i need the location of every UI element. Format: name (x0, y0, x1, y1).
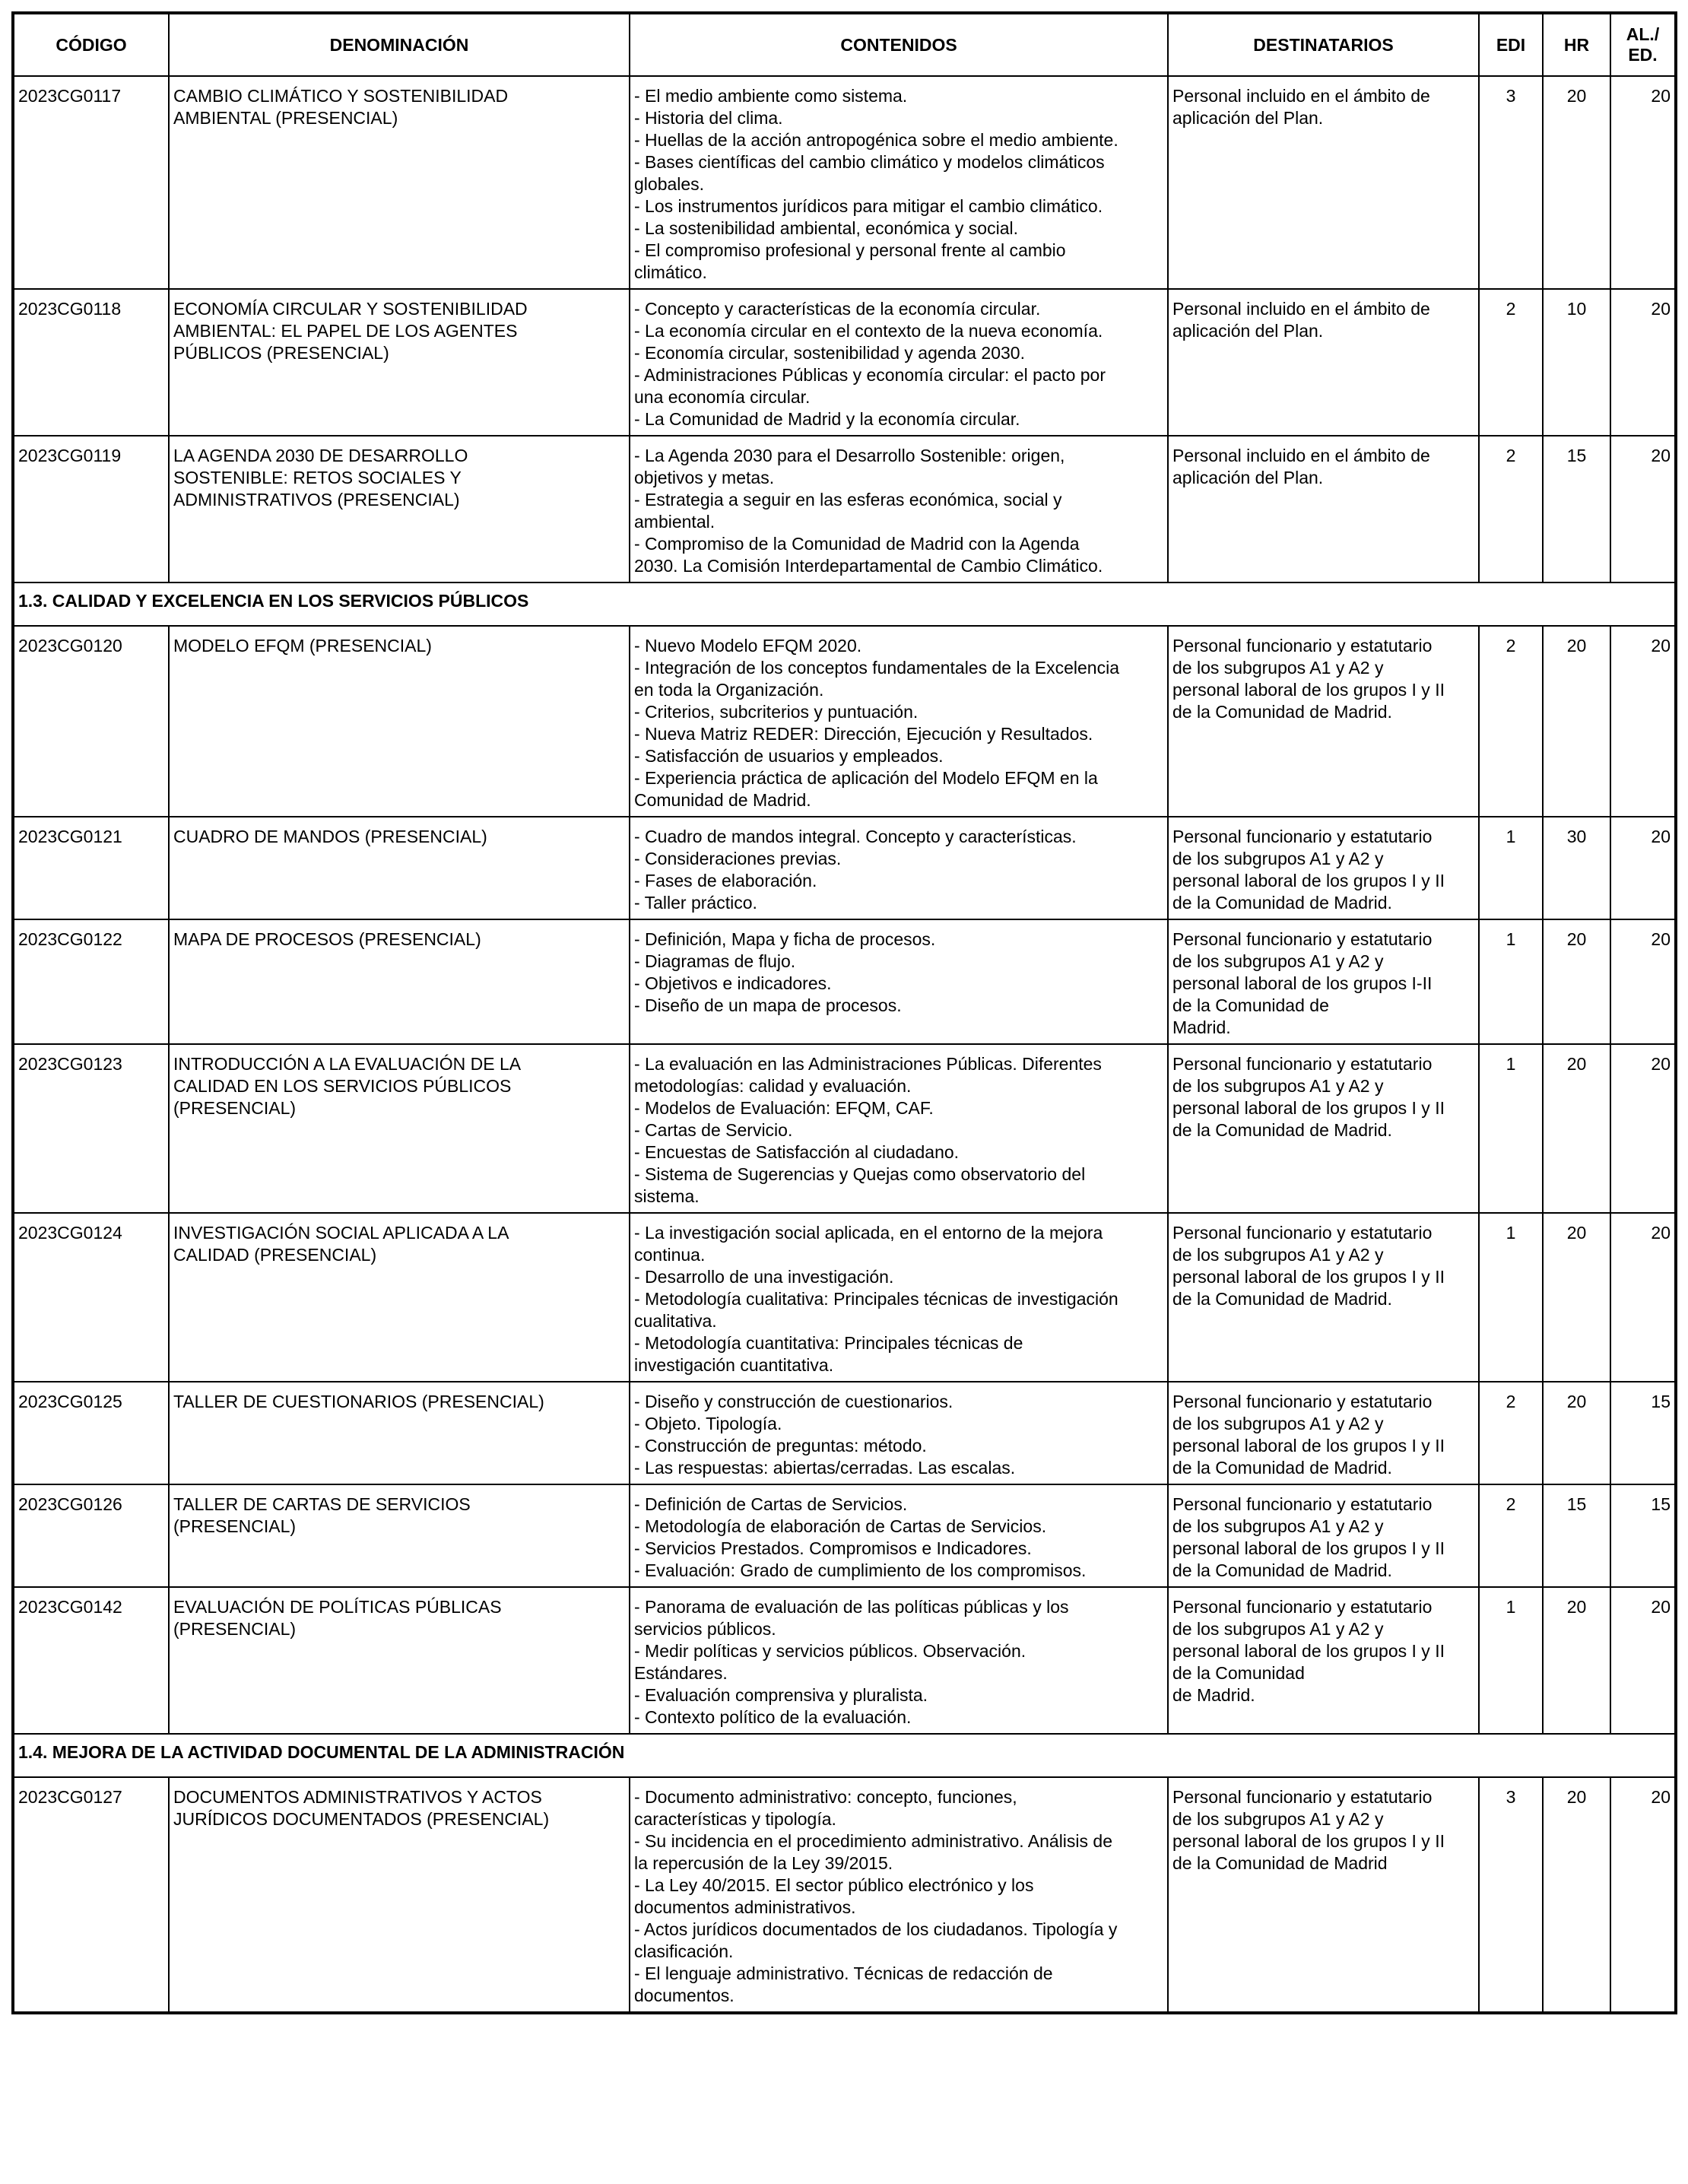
denominacion-line: CUADRO DE MANDOS (PRESENCIAL) (173, 827, 487, 846)
contenido-line: una economía circular. (634, 387, 811, 407)
destinatario-line: de la Comunidad de Madrid. (1172, 702, 1392, 722)
destinatario-line: de los subgrupos A1 y A2 y (1172, 1619, 1384, 1639)
contenido-line: - La investigación social aplicada, en el entorno de la mejora (634, 1223, 1103, 1243)
header-edi: EDI (1479, 13, 1543, 76)
cell-denominacion (169, 1587, 630, 1734)
destinatario-line: personal laboral de los grupos I y II (1172, 1267, 1445, 1287)
destinatario-line: de los subgrupos A1 y A2 y (1172, 849, 1384, 868)
contenido-line: - Administraciones Públicas y economía circular: el pacto por (634, 365, 1106, 385)
table-row (13, 626, 1676, 817)
cell-destinatarios (1168, 1382, 1479, 1484)
cell-hr: 20 (1543, 1587, 1610, 1734)
contenido-line: - Los instrumentos jurídicos para mitigar el cambio climático. (634, 196, 1103, 216)
contenido-line: - Medir políticas y servicios públicos. Observación. (634, 1641, 1026, 1661)
denominacion-line: DOCUMENTOS ADMINISTRATIVOS Y ACTOS (173, 1787, 542, 1807)
cell-al-ed: 15 (1610, 1484, 1676, 1587)
contenido-line: - La Agenda 2030 para el Desarrollo Sostenible: origen, (634, 446, 1065, 465)
cell-al-ed: 20 (1610, 1044, 1676, 1213)
cell-destinatarios (1168, 1044, 1479, 1213)
cell-hr: 20 (1543, 919, 1610, 1044)
table-row (13, 817, 1676, 919)
cell-codigo: 2023CG0122 (13, 919, 169, 1044)
denominacion-line: CALIDAD (PRESENCIAL) (173, 1245, 377, 1265)
table-row (13, 1213, 1676, 1382)
cell-contenidos (630, 817, 1168, 919)
destinatario-line: aplicación del Plan. (1172, 468, 1324, 487)
contenido-line: - Las respuestas: abiertas/cerradas. Las escalas. (634, 1458, 1016, 1478)
header-denominacion: DENOMINACIÓN (169, 13, 630, 76)
contenido-line: - La economía circular en el contexto de la nueva economía. (634, 321, 1103, 341)
header-al-ed: AL./ ED. (1610, 13, 1676, 76)
cell-destinatarios (1168, 1777, 1479, 2013)
denominacion-line: TALLER DE CUESTIONARIOS (PRESENCIAL) (173, 1392, 544, 1411)
cell-contenidos (630, 1382, 1168, 1484)
cell-edi: 2 (1479, 436, 1543, 583)
contenido-line: - Compromiso de la Comunidad de Madrid con la Agenda (634, 534, 1080, 554)
destinatario-line: Personal funcionario y estatutario (1172, 827, 1433, 846)
contenido-line: Estándares. (634, 1663, 728, 1683)
cell-al-ed: 20 (1610, 1587, 1676, 1734)
cell-codigo: 2023CG0120 (13, 626, 169, 817)
header-destinatarios: DESTINATARIOS (1168, 13, 1479, 76)
cell-al-ed: 20 (1610, 919, 1676, 1044)
cell-edi: 2 (1479, 289, 1543, 436)
cell-contenidos (630, 1587, 1168, 1734)
contenido-line: - Consideraciones previas. (634, 849, 842, 868)
cell-destinatarios (1168, 919, 1479, 1044)
contenido-line: - Servicios Prestados. Compromisos e Indicadores. (634, 1538, 1032, 1558)
cell-codigo: 2023CG0121 (13, 817, 169, 919)
cell-destinatarios (1168, 817, 1479, 919)
denominacion-line: EVALUACIÓN DE POLÍTICAS PÚBLICAS (173, 1597, 502, 1617)
cell-denominacion (169, 76, 630, 289)
cell-al-ed: 20 (1610, 76, 1676, 289)
destinatario-line: Madrid. (1172, 1017, 1231, 1037)
cell-codigo: 2023CG0126 (13, 1484, 169, 1587)
destinatario-line: de la Comunidad de Madrid. (1172, 893, 1392, 913)
cell-codigo: 2023CG0118 (13, 289, 169, 436)
table-row (13, 919, 1676, 1044)
contenido-line: ambiental. (634, 512, 715, 532)
contenido-line: - Taller práctico. (634, 893, 757, 913)
contenido-line: clasificación. (634, 1941, 734, 1961)
contenido-line: climático. (634, 262, 707, 282)
denominacion-line: SOSTENIBLE: RETOS SOCIALES Y (173, 468, 462, 487)
cell-edi: 3 (1479, 76, 1543, 289)
cell-edi: 1 (1479, 1213, 1543, 1382)
destinatario-line: personal laboral de los grupos I y II (1172, 871, 1445, 890)
destinatario-line: de los subgrupos A1 y A2 y (1172, 951, 1384, 971)
cell-contenidos (630, 1213, 1168, 1382)
cell-contenidos (630, 1484, 1168, 1587)
denominacion-line: CALIDAD EN LOS SERVICIOS PÚBLICOS (173, 1076, 512, 1096)
destinatario-line: Personal incluido en el ámbito de (1172, 446, 1430, 465)
contenido-line: - La evaluación en las Administraciones Públicas. Diferentes (634, 1054, 1102, 1074)
cell-hr: 20 (1543, 1213, 1610, 1382)
section-row (13, 1734, 1676, 1777)
contenido-line: - Objeto. Tipología. (634, 1414, 782, 1433)
contenido-line: - Evaluación: Grado de cumplimiento de los compromisos. (634, 1560, 1087, 1580)
destinatario-line: de los subgrupos A1 y A2 y (1172, 1516, 1384, 1536)
destinatario-line: Personal funcionario y estatutario (1172, 1494, 1433, 1514)
denominacion-line: INTRODUCCIÓN A LA EVALUACIÓN DE LA (173, 1054, 522, 1074)
denominacion-line: LA AGENDA 2030 DE DESARROLLO (173, 446, 468, 465)
cell-codigo: 2023CG0142 (13, 1587, 169, 1734)
contenido-line: - Cartas de Servicio. (634, 1120, 793, 1140)
cell-hr: 15 (1543, 436, 1610, 583)
cell-edi: 1 (1479, 919, 1543, 1044)
contenido-line: - Integración de los conceptos fundamentales de la Excelencia (634, 658, 1120, 678)
contenido-line: - Historia del clima. (634, 108, 783, 128)
contenido-line: la repercusión de la Ley 39/2015. (634, 1853, 893, 1873)
table-row (13, 76, 1676, 289)
denominacion-line: AMBIENTAL (PRESENCIAL) (173, 108, 398, 128)
header-row (13, 13, 1676, 76)
contenido-line: - Diseño de un mapa de procesos. (634, 995, 902, 1015)
section-title: 1.4. MEJORA DE LA ACTIVIDAD DOCUMENTAL DE LA ADMINISTRACIÓN (13, 1734, 1676, 1777)
table-row (13, 1484, 1676, 1587)
contenido-line: investigación cuantitativa. (634, 1355, 834, 1375)
cell-destinatarios (1168, 1213, 1479, 1382)
header-codigo: CÓDIGO (13, 13, 169, 76)
contenido-line: - La sostenibilidad ambiental, económica y social. (634, 218, 1018, 238)
cell-edi: 1 (1479, 817, 1543, 919)
contenido-line: Comunidad de Madrid. (634, 790, 811, 810)
destinatario-line: de la Comunidad de (1172, 995, 1329, 1015)
cell-destinatarios (1168, 436, 1479, 583)
cell-al-ed: 20 (1610, 817, 1676, 919)
contenido-line: - Bases científicas del cambio climático y modelos climáticos (634, 152, 1105, 172)
contenido-line: - La Comunidad de Madrid y la economía circular. (634, 409, 1020, 429)
contenido-line: - Metodología cuantitativa: Principales técnicas de (634, 1333, 1023, 1353)
destinatario-line: de los subgrupos A1 y A2 y (1172, 1809, 1384, 1829)
contenido-line: - Diagramas de flujo. (634, 951, 796, 971)
contenido-line: - Modelos de Evaluación: EFQM, CAF. (634, 1098, 934, 1118)
denominacion-line: CAMBIO CLIMÁTICO Y SOSTENIBILIDAD (173, 86, 509, 106)
cell-codigo: 2023CG0127 (13, 1777, 169, 2013)
contenido-line: - Construcción de preguntas: método. (634, 1436, 927, 1455)
table-row (13, 1777, 1676, 2013)
cell-contenidos (630, 436, 1168, 583)
table-row (13, 1044, 1676, 1213)
contenido-line: - Contexto político de la evaluación. (634, 1707, 912, 1727)
denominacion-line: ADMINISTRATIVOS (PRESENCIAL) (173, 490, 460, 509)
cell-denominacion (169, 817, 630, 919)
cell-codigo: 2023CG0124 (13, 1213, 169, 1382)
cell-destinatarios (1168, 1587, 1479, 1734)
cell-denominacion (169, 289, 630, 436)
table-body (13, 76, 1676, 2013)
destinatario-line: de los subgrupos A1 y A2 y (1172, 1414, 1384, 1433)
cell-hr: 30 (1543, 817, 1610, 919)
cell-denominacion (169, 1044, 630, 1213)
cell-denominacion (169, 1484, 630, 1587)
cell-al-ed: 15 (1610, 1382, 1676, 1484)
section-row (13, 583, 1676, 626)
destinatario-line: aplicación del Plan. (1172, 108, 1324, 128)
destinatario-line: de la Comunidad de Madrid (1172, 1853, 1388, 1873)
cell-al-ed: 20 (1610, 436, 1676, 583)
contenido-line: cualitativa. (634, 1311, 717, 1331)
destinatario-line: personal laboral de los grupos I y II (1172, 1538, 1445, 1558)
contenido-line: - Su incidencia en el procedimiento administrativo. Análisis de (634, 1831, 1112, 1851)
section-title: 1.3. CALIDAD Y EXCELENCIA EN LOS SERVICIOS PÚBLICOS (13, 583, 1676, 626)
contenido-line: - Evaluación comprensiva y pluralista. (634, 1685, 928, 1705)
cell-contenidos (630, 289, 1168, 436)
contenido-line: continua. (634, 1245, 706, 1265)
contenido-line: - Estrategia a seguir en las esferas económica, social y (634, 490, 1062, 509)
table-row (13, 436, 1676, 583)
denominacion-line: MAPA DE PROCESOS (PRESENCIAL) (173, 929, 481, 949)
contenido-line: - Desarrollo de una investigación. (634, 1267, 894, 1287)
contenido-line: - Nuevo Modelo EFQM 2020. (634, 636, 862, 656)
destinatario-line: aplicación del Plan. (1172, 321, 1324, 341)
cell-hr: 20 (1543, 1777, 1610, 2013)
cell-hr: 20 (1543, 76, 1610, 289)
table-row (13, 1587, 1676, 1734)
denominacion-line: INVESTIGACIÓN SOCIAL APLICADA A LA (173, 1223, 509, 1243)
denominacion-line: (PRESENCIAL) (173, 1098, 297, 1118)
destinatario-line: de Madrid. (1172, 1685, 1255, 1705)
contenido-line: - Definición, Mapa y ficha de procesos. (634, 929, 936, 949)
contenido-line: - El compromiso profesional y personal frente al cambio (634, 240, 1066, 260)
destinatario-line: personal laboral de los grupos I y II (1172, 1436, 1445, 1455)
contenido-line: documentos administrativos. (634, 1897, 856, 1917)
contenido-line: - Concepto y características de la economía circular. (634, 299, 1041, 319)
cell-al-ed: 20 (1610, 626, 1676, 817)
cell-denominacion (169, 626, 630, 817)
contenido-line: servicios públicos. (634, 1619, 776, 1639)
denominacion-line: PÚBLICOS (PRESENCIAL) (173, 343, 389, 363)
cell-al-ed: 20 (1610, 1213, 1676, 1382)
destinatario-line: de la Comunidad de Madrid. (1172, 1289, 1392, 1309)
cell-codigo: 2023CG0123 (13, 1044, 169, 1213)
contenido-line: documentos. (634, 1986, 735, 2005)
contenido-line: - Objetivos e indicadores. (634, 973, 832, 993)
cell-denominacion (169, 1777, 630, 2013)
denominacion-line: (PRESENCIAL) (173, 1516, 297, 1536)
contenido-line: - Economía circular, sostenibilidad y agenda 2030. (634, 343, 1025, 363)
contenido-line: - Metodología cualitativa: Principales técnicas de investigación (634, 1289, 1118, 1309)
destinatario-line: Personal funcionario y estatutario (1172, 1392, 1433, 1411)
destinatario-line: de la Comunidad de Madrid. (1172, 1120, 1392, 1140)
destinatario-line: Personal funcionario y estatutario (1172, 1597, 1433, 1617)
denominacion-line: (PRESENCIAL) (173, 1619, 297, 1639)
destinatario-line: personal laboral de los grupos I y II (1172, 1831, 1445, 1851)
cell-hr: 20 (1543, 1382, 1610, 1484)
cell-denominacion (169, 919, 630, 1044)
contenido-line: - Criterios, subcriterios y puntuación. (634, 702, 919, 722)
contenido-line: - Satisfacción de usuarios y empleados. (634, 746, 944, 766)
cell-contenidos (630, 1777, 1168, 2013)
cell-contenidos (630, 76, 1168, 289)
cell-denominacion (169, 436, 630, 583)
contenido-line: - Nueva Matriz REDER: Dirección, Ejecución y Resultados. (634, 724, 1093, 744)
header-hr: HR (1543, 13, 1610, 76)
cell-destinatarios (1168, 626, 1479, 817)
contenido-line: - Fases de elaboración. (634, 871, 817, 890)
cell-edi: 2 (1479, 1382, 1543, 1484)
destinatario-line: personal laboral de los grupos I y II (1172, 680, 1445, 700)
cell-al-ed: 20 (1610, 1777, 1676, 2013)
cell-destinatarios (1168, 76, 1479, 289)
denominacion-line: ECONOMÍA CIRCULAR Y SOSTENIBILIDAD (173, 299, 528, 319)
contenido-line: - Definición de Cartas de Servicios. (634, 1494, 908, 1514)
cell-denominacion (169, 1213, 630, 1382)
contenido-line: - Panorama de evaluación de las políticas públicas y los (634, 1597, 1069, 1617)
denominacion-line: JURÍDICOS DOCUMENTADOS (PRESENCIAL) (173, 1809, 550, 1829)
contenido-line: - Huellas de la acción antropogénica sobre el medio ambiente. (634, 130, 1118, 150)
cell-edi: 3 (1479, 1777, 1543, 2013)
contenido-line: - Diseño y construcción de cuestionarios. (634, 1392, 953, 1411)
destinatario-line: Personal funcionario y estatutario (1172, 929, 1433, 949)
contenido-line: - Actos jurídicos documentados de los ciudadanos. Tipología y (634, 1919, 1118, 1939)
cell-codigo: 2023CG0125 (13, 1382, 169, 1484)
cell-destinatarios (1168, 1484, 1479, 1587)
header-contenidos: CONTENIDOS (630, 13, 1168, 76)
cell-hr: 10 (1543, 289, 1610, 436)
contenido-line: - Experiencia práctica de aplicación del Modelo EFQM en la (634, 768, 1098, 788)
destinatario-line: de la Comunidad de Madrid. (1172, 1458, 1392, 1478)
denominacion-line: AMBIENTAL: EL PAPEL DE LOS AGENTES (173, 321, 518, 341)
contenido-line: objetivos y metas. (634, 468, 775, 487)
destinatario-line: Personal incluido en el ámbito de (1172, 86, 1430, 106)
destinatario-line: de la Comunidad (1172, 1663, 1305, 1683)
cell-hr: 20 (1543, 626, 1610, 817)
contenido-line: - El lenguaje administrativo. Técnicas de redacción de (634, 1963, 1053, 1983)
denominacion-line: TALLER DE CARTAS DE SERVICIOS (173, 1494, 471, 1514)
contenido-line: - Metodología de elaboración de Cartas de Servicios. (634, 1516, 1047, 1536)
courses-table (11, 11, 1677, 2014)
destinatario-line: de la Comunidad de Madrid. (1172, 1560, 1392, 1580)
contenido-line: - Encuestas de Satisfacción al ciudadano. (634, 1142, 960, 1162)
contenido-line: - El medio ambiente como sistema. (634, 86, 908, 106)
contenido-line: - La Ley 40/2015. El sector público electrónico y los (634, 1875, 1034, 1895)
cell-codigo: 2023CG0119 (13, 436, 169, 583)
cell-codigo: 2023CG0117 (13, 76, 169, 289)
contenido-line: en toda la Organización. (634, 680, 824, 700)
destinatario-line: de los subgrupos A1 y A2 y (1172, 658, 1384, 678)
cell-al-ed: 20 (1610, 289, 1676, 436)
table-row (13, 289, 1676, 436)
cell-contenidos (630, 626, 1168, 817)
destinatario-line: personal laboral de los grupos I y II (1172, 1641, 1445, 1661)
destinatario-line: Personal funcionario y estatutario (1172, 1054, 1433, 1074)
cell-denominacion (169, 1382, 630, 1484)
destinatario-line: de los subgrupos A1 y A2 y (1172, 1076, 1384, 1096)
cell-edi: 2 (1479, 626, 1543, 817)
destinatario-line: de los subgrupos A1 y A2 y (1172, 1245, 1384, 1265)
cell-edi: 1 (1479, 1044, 1543, 1213)
table-row (13, 1382, 1676, 1484)
cell-hr: 20 (1543, 1044, 1610, 1213)
destinatario-line: personal laboral de los grupos I-II (1172, 973, 1433, 993)
destinatario-line: Personal funcionario y estatutario (1172, 1223, 1433, 1243)
contenido-line: sistema. (634, 1186, 700, 1206)
cell-edi: 1 (1479, 1587, 1543, 1734)
cell-hr: 15 (1543, 1484, 1610, 1587)
contenido-line: - Sistema de Sugerencias y Quejas como observatorio del (634, 1164, 1086, 1184)
destinatario-line: Personal funcionario y estatutario (1172, 1787, 1433, 1807)
contenido-line: globales. (634, 174, 705, 194)
cell-edi: 2 (1479, 1484, 1543, 1587)
destinatario-line: Personal funcionario y estatutario (1172, 636, 1433, 656)
contenido-line: - Cuadro de mandos integral. Concepto y características. (634, 827, 1077, 846)
cell-contenidos (630, 1044, 1168, 1213)
contenido-line: características y tipología. (634, 1809, 836, 1829)
destinatario-line: personal laboral de los grupos I y II (1172, 1098, 1445, 1118)
contenido-line: 2030. La Comisión Interdepartamental de Cambio Climático. (634, 556, 1103, 576)
cell-destinatarios (1168, 289, 1479, 436)
cell-contenidos (630, 919, 1168, 1044)
denominacion-line: MODELO EFQM (PRESENCIAL) (173, 636, 432, 656)
destinatario-line: Personal incluido en el ámbito de (1172, 299, 1430, 319)
contenido-line: metodologías: calidad y evaluación. (634, 1076, 912, 1096)
contenido-line: - Documento administrativo: concepto, funciones, (634, 1787, 1017, 1807)
